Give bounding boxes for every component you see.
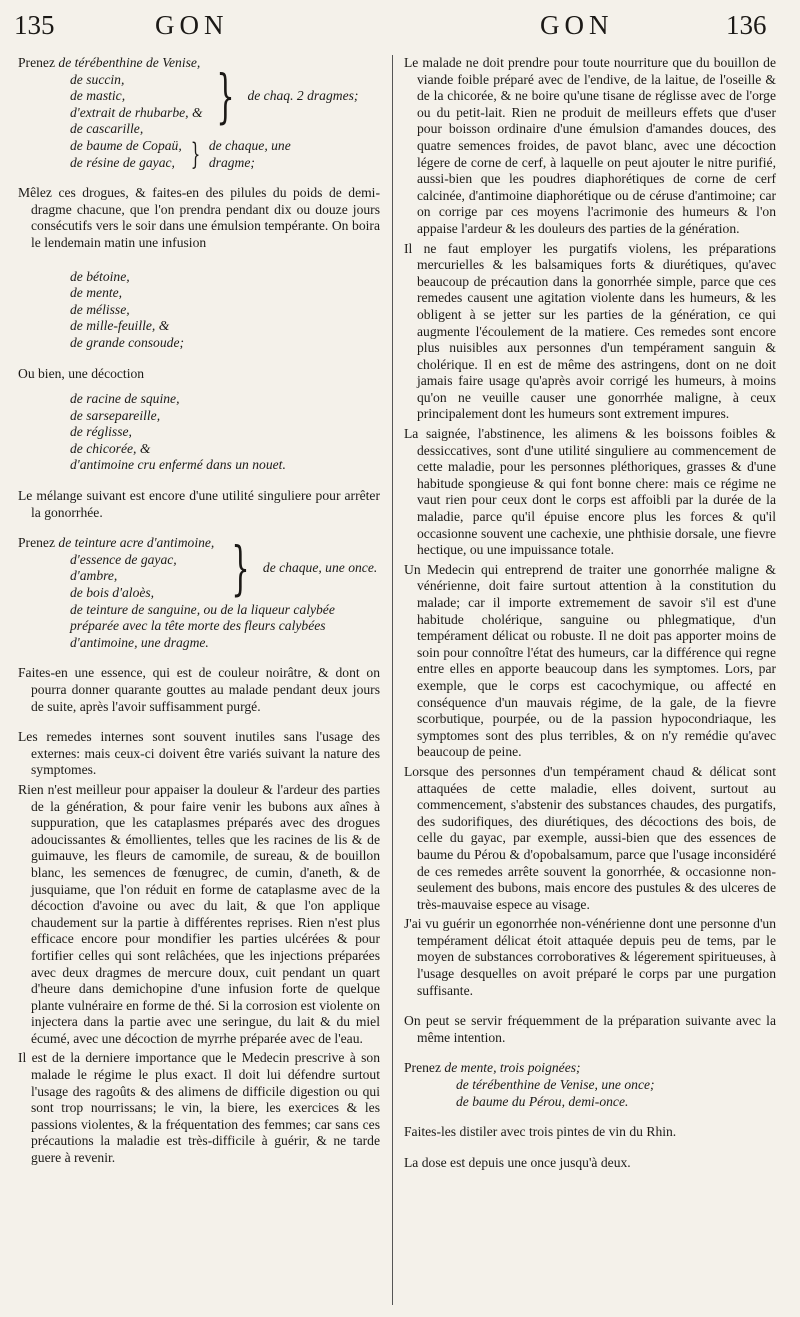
- recipe-2-item: de bois d'aloès,: [70, 585, 155, 601]
- decoction-item: de chicorée, &: [70, 440, 151, 456]
- paragraph-dose: La dose est depuis une once jusqu'à deux.: [404, 1154, 631, 1170]
- recipe-2-group: [18, 535, 380, 601]
- right-column: [404, 55, 776, 1174]
- infusion-list: [18, 269, 380, 352]
- paragraph-remedes: Les remedes internes sont souvent inutiles sans l'usage des externes: mais ceux-ci doivent être variés suivant la nature des symptomes.: [18, 729, 380, 778]
- recipe-1-group-1-quantity: de chaq. 2 dragmes;: [247, 88, 359, 104]
- paragraph-il-ne-faut: Il ne faut employer les purgatifs violens, les préparations mercurielles & les balsamiques forts & diurétiques, qu'avec beaucoup de précaution dans la gonorrhée simple, parce que ces remedes causent une agitation violente dans les humeurs, & les obligent à se jetter sur les parties de la génération, ce qui augmente l'écoulement de la matiere. Ces remedes sont encore plus nuisibles aux personnes d'un tempérament sanguin & cholérique. Il en est de même des astringens, dont on ne doit jamais faire usage qu'après avoir corrigé les humeurs, à moins qu'on ne veuille causer une gonorrhée maligne, à ceux principalement dont les humeurs sont extrement impures.: [404, 240, 776, 422]
- recipe-1-item: de mastic,: [70, 88, 126, 104]
- left-column: [18, 55, 380, 1170]
- recipe-3: [404, 1060, 776, 1110]
- paragraph-melange: Le mélange suivant est encore d'une utilité singuliere pour arrêter la gonorrhée.: [18, 488, 380, 520]
- decoction-item: de racine de squine,: [70, 391, 180, 407]
- paragraph-distiller: Faites-les distiler avec trois pintes de vin du Rhin.: [404, 1124, 677, 1140]
- infusion-item: de bétoine,: [70, 268, 130, 284]
- recipe-1-item: de résine de gayac,: [70, 154, 175, 170]
- paragraph-medecin: Un Medecin qui entreprend de traiter une gonorrhée maligne & vénérienne, doit faire surtout attention à la constitution du malade; car il importe extremement de savoir s'il est d'une habitude cholérique, sanguine ou phlegmatique, d'un tempérament délicat ou robuste. Il ne doit pas apporter moins de soin pour connoître l'état des humeurs, car la différence qui regne entre elles en apporte beaucoup dans les symptomes. Lors, par exemple, que le corps est cacochymique, ou affecté en conséquence d'un mauvais régime, de la gale, de la fievre scorbutique, pourpée, ou de la passion hypocondriaque, les symptomes sont des plus terribles, & on n'y remédie qu'avec beaucoup de peine.: [404, 561, 776, 760]
- column-rule: [392, 55, 393, 1305]
- right-page-number: 136: [726, 10, 767, 40]
- paragraph-ou-bien: Ou bien, une décoction: [18, 365, 145, 381]
- brace-glyph: }: [190, 136, 201, 172]
- recipe-1-item: d'extrait de rhubarbe, &: [70, 104, 203, 120]
- recipe-1-lead: Prenez: [18, 55, 55, 70]
- recipe-3-item: de mente, trois poignées;: [444, 1060, 581, 1076]
- recipe-1-item: de cascarille,: [70, 121, 144, 137]
- brace-glyph: }: [215, 62, 235, 131]
- left-running-title: GON: [155, 10, 229, 40]
- paragraph-rien: Rien n'est meilleur pour appaiser la douleur & l'ardeur des parties de la génération, & pour faire venir les bubons aux aînes à suppuration, que les cataplasmes préparés avec des drogues adoucissantes & émollientes, telles que les racines de lis & de guimauve, les fleurs de camomile, de sureau, & de bouillon blanc, les semences de fœnugrec, de cumin, d'aneth, & de jusquiame, que l'on réduit en forme de cataplasme avec de la décoction d'avoine ou avec du lait, & que l'on applique chaudement sur la partie à différentes reprises. Rien n'est plus efficace encore pour mondifier les parties ulcérées & pour fortifier celles qui sont relâchées, que les injections préparées avec deux dragmes de mercure doux, cuit pendant un quart d'heure dans demichopine d'une infusion forte de quelque plante vulnéraire en forme de thé. Si la corrosion est violente on injectera dans la partie avec une seringue, du lait & du miel écumé, avec une décoction de myrrhe préparée avec de l'eau.: [18, 781, 380, 1046]
- paragraph-on-peut: On peut se servir fréquemment de la préparation suivante avec la même intention.: [404, 1013, 776, 1045]
- infusion-item: de mélisse,: [70, 301, 130, 317]
- recipe-1-item: de térébenthine de Venise,: [58, 55, 201, 70]
- paragraph-melez: Mêlez ces drogues, & faites-en des pilules du poids de demi-dragme chacune, que l'on prendra pendant dix ou douze jours consécutifs vers le soir dans une émulsion tempérante. On boira le lendemain matin une infusion: [18, 185, 380, 250]
- paragraph-faites: Faites-en une essence, qui est de couleur noirâtre, & dont on pourra donner quarante gouttes au malade pendant deux jours de suite, après l'avoir suffisamment purgé.: [18, 665, 380, 714]
- paragraph-jai-vu: J'ai vu guérir un egonorrhée non-vénérienne dont une personne d'un tempérament délicat étoit attaquée depuis peu de tems, par le moyen de substances corroboratives & légerement spiritueuses, à l'usage desquelles on avoit préparé le corps par une purgation suffisante.: [404, 916, 776, 998]
- decoction-item: d'antimoine cru enfermé dans un nouet.: [70, 457, 286, 473]
- infusion-item: de mille-feuille, &: [70, 318, 170, 334]
- recipe-1-item: de succin,: [70, 71, 125, 87]
- recipe-3-lead: Prenez: [404, 1060, 441, 1076]
- recipe-1-item: de baume de Copaü,: [70, 137, 182, 153]
- recipe-2-item: d'ambre,: [70, 568, 118, 584]
- recipe-2-lead: Prenez: [18, 535, 55, 551]
- recipe-1-group-2: [18, 138, 380, 171]
- infusion-item: de mente,: [70, 285, 123, 301]
- decoction-item: de sarsepareille,: [70, 407, 161, 423]
- recipe-2-item: de teinture acre d'antimoine,: [58, 535, 215, 551]
- recipe-2-item: d'essence de gayac,: [70, 551, 177, 567]
- recipe-2-group-quantity: de chaque, une once.: [262, 560, 378, 576]
- paragraph-lorsque: Lorsque des personnes d'un tempérament chaud & délicat sont attaquées de cette maladie, elles doivent, surtout au commencement, s'abstenir des substances chaudes, des purgatifs, des sudorifiques, des diurétiques, des décoctions des bois, de celle du gayac, par exemple, aussi-bien que des essences de baume du Pérou & d'opobalsamum, parce que l'usage inconsidéré de ces remedes arrête souvent la gonorrhée, & occasionne non-seulement des bubons, mais encore des pustules & des ulceres de très-mauvaise espece au visage.: [404, 763, 776, 912]
- paragraph-malade: Le malade ne doit prendre pour toute nourriture que du bouillon de viande foible préparé avec de l'endive, de la laitue, de l'oseille & de la chicorée, & ne boire qu'une tisane de réglisse avec de l'orge ou du petit-lait. Rien ne produit de meilleurs effets que d'user pour boisson ordinaire d'une émulsion d'amandes douces, des quatre semences froides, de pavot blanc, avec une décoction légere de corne de cerf, à laquelle on peut ajouter le nitre purifié, aussi-bien que les poudres diaphorétiques de corne de cerf calcinée, d'antimoine diaphorétique ou de céruse d'antimoine; car on corrige par ces moyens l'acrimonie des humeurs & l'on appaise l'ardeur & les douleurs des parties de la génération.: [404, 55, 776, 236]
- recipe-2-tail: de teinture de sanguine, ou de la liqueur calybée préparée avec la tête morte des fleurs calybées d'antimoine, une dragme.: [70, 601, 335, 650]
- right-running-title: GON: [540, 10, 614, 40]
- recipe-1-group-1: [18, 55, 380, 138]
- left-page-number: 135: [14, 10, 55, 40]
- infusion-item: de grande consoude;: [70, 334, 185, 350]
- recipe-1-group-2-quantity: de chaque, une dragme;: [208, 137, 291, 170]
- recipe-3-item: de baume du Pérou, demi-once.: [456, 1093, 629, 1109]
- decoction-item: de réglisse,: [70, 424, 132, 440]
- decoction-list: [18, 391, 380, 474]
- brace-glyph: }: [231, 534, 250, 603]
- paragraph-saignee: La saignée, l'abstinence, les alimens & les boissons foibles & dessiccatives, sont d'une utilité singuliere au commencement de cette maladie, pour les personnes pléthoriques, grasses & d'une habitude spongieuse & qui font bonne chere: mais ce régime ne vaut rien pour ceux dont le corps est affoibli par la durée de la maladie, parce qu'il épuise encore plus les forces & qu'il occasionne souvent une cachexie, une phthisie dorsale, une fievre hectique, ou une impuissance totale.: [404, 426, 776, 558]
- paragraph-il-est: Il est de la derniere importance que le Medecin prescrive à son malade le régime le plus exact. Il doit lui défendre surtout l'usage des ragoûts & des alimens de difficile digestion ou qui sont trop nourrissans; le vin, la biere, les exercices & les passions violentes, & la fréquentation des femmes; car sans ces précautions la maladie est très-difficile à guérir, & ne tarde guere à revenir.: [18, 1050, 380, 1166]
- recipe-3-item: de térébenthine de Venise, une once;: [456, 1077, 655, 1093]
